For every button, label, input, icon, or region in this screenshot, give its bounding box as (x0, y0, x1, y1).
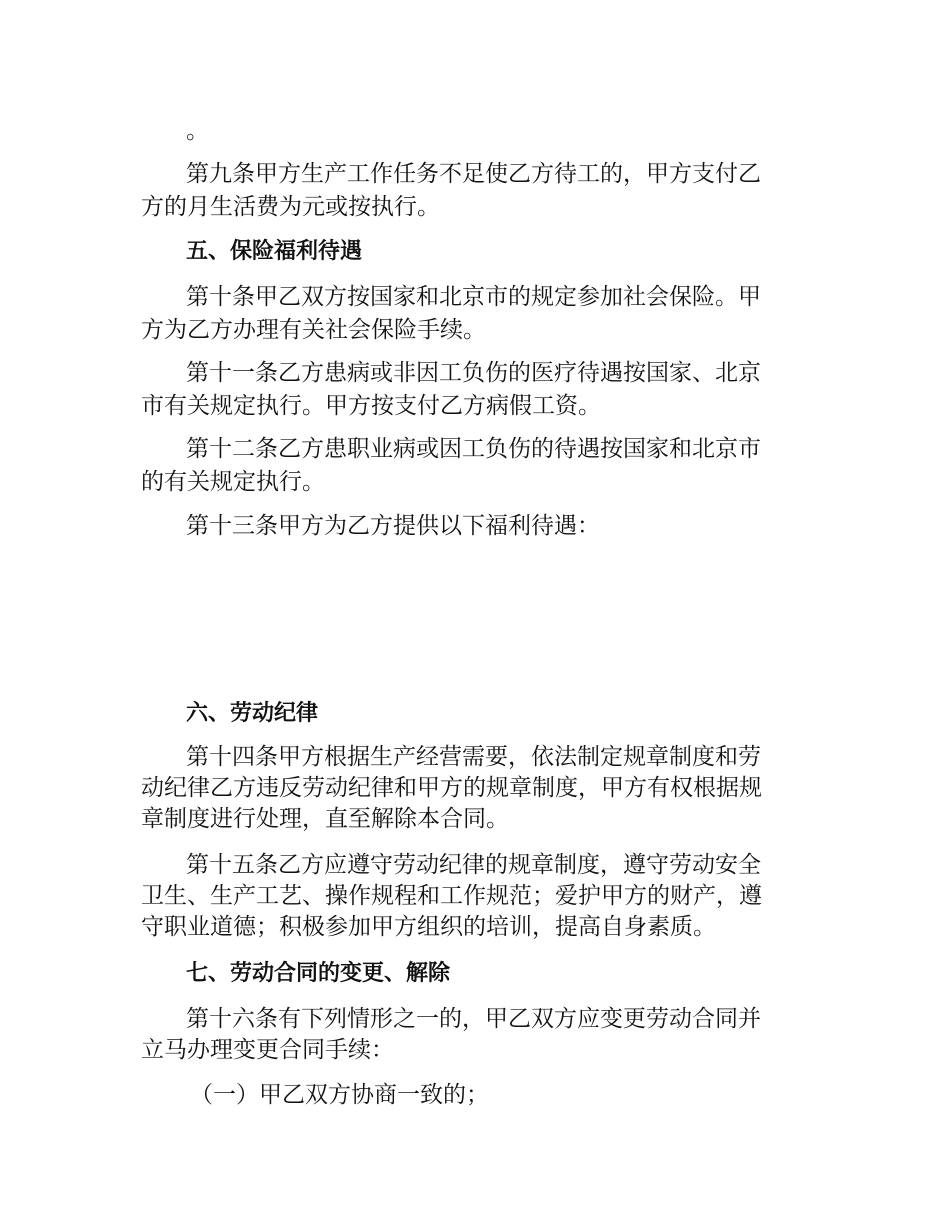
list-item-1: （一）甲乙双方协商一致的； (190, 1082, 489, 1108)
article-9-line-1: 第九条甲方生产工作任务不足使乙方待工的，甲方支付乙 (186, 161, 761, 187)
article-12-line-1: 第十二条乙方患职业病或因工负伤的待遇按国家和北京市 (186, 436, 761, 462)
stray-punctuation: 。 (186, 118, 209, 144)
article-14-line-3: 章制度进行处理，直至解除本合同。 (141, 806, 509, 832)
article-9-line-2: 方的月生活费为元或按执行。 (141, 194, 440, 220)
article-16-line-2: 立马办理变更合同手续： (141, 1037, 394, 1063)
article-14-line-1: 第十四条甲方根据生产经营需要，依法制定规章制度和劳 (186, 744, 761, 770)
section-7-heading: 七、劳动合同的变更、解除 (186, 961, 451, 986)
section-6-heading: 六、劳动纪律 (186, 701, 319, 726)
article-15-line-3: 守职业道德；积极参加甲方组织的培训，提高自身素质。 (141, 914, 716, 940)
article-15-line-2: 卫生、生产工艺、操作规程和工作规范；爱护甲方的财产，遵 (141, 883, 762, 909)
section-5-heading: 五、保险福利待遇 (186, 239, 363, 264)
article-10-line-2: 方为乙方办理有关社会保险手续。 (141, 317, 486, 343)
article-12-line-2: 的有关规定执行。 (141, 469, 325, 495)
article-11-line-1: 第十一条乙方患病或非因工负伤的医疗待遇按国家、北京 (186, 360, 761, 386)
article-15-line-1: 第十五条乙方应遵守劳动纪律的规章制度，遵守劳动安全 (186, 852, 761, 878)
article-10-line-1: 第十条甲乙双方按国家和北京市的规定参加社会保险。甲 (186, 284, 761, 310)
article-13-line-1: 第十三条甲方为乙方提供以下福利待遇： (186, 513, 600, 539)
article-14-line-2: 动纪律乙方违反劳动纪律和甲方的规章制度，甲方有权根据规 (141, 775, 762, 801)
article-16-line-1: 第十六条有下列情形之一的，甲乙双方应变更劳动合同并 (186, 1006, 761, 1032)
article-11-line-2: 市有关规定执行。甲方按支付乙方病假工资。 (141, 393, 601, 419)
